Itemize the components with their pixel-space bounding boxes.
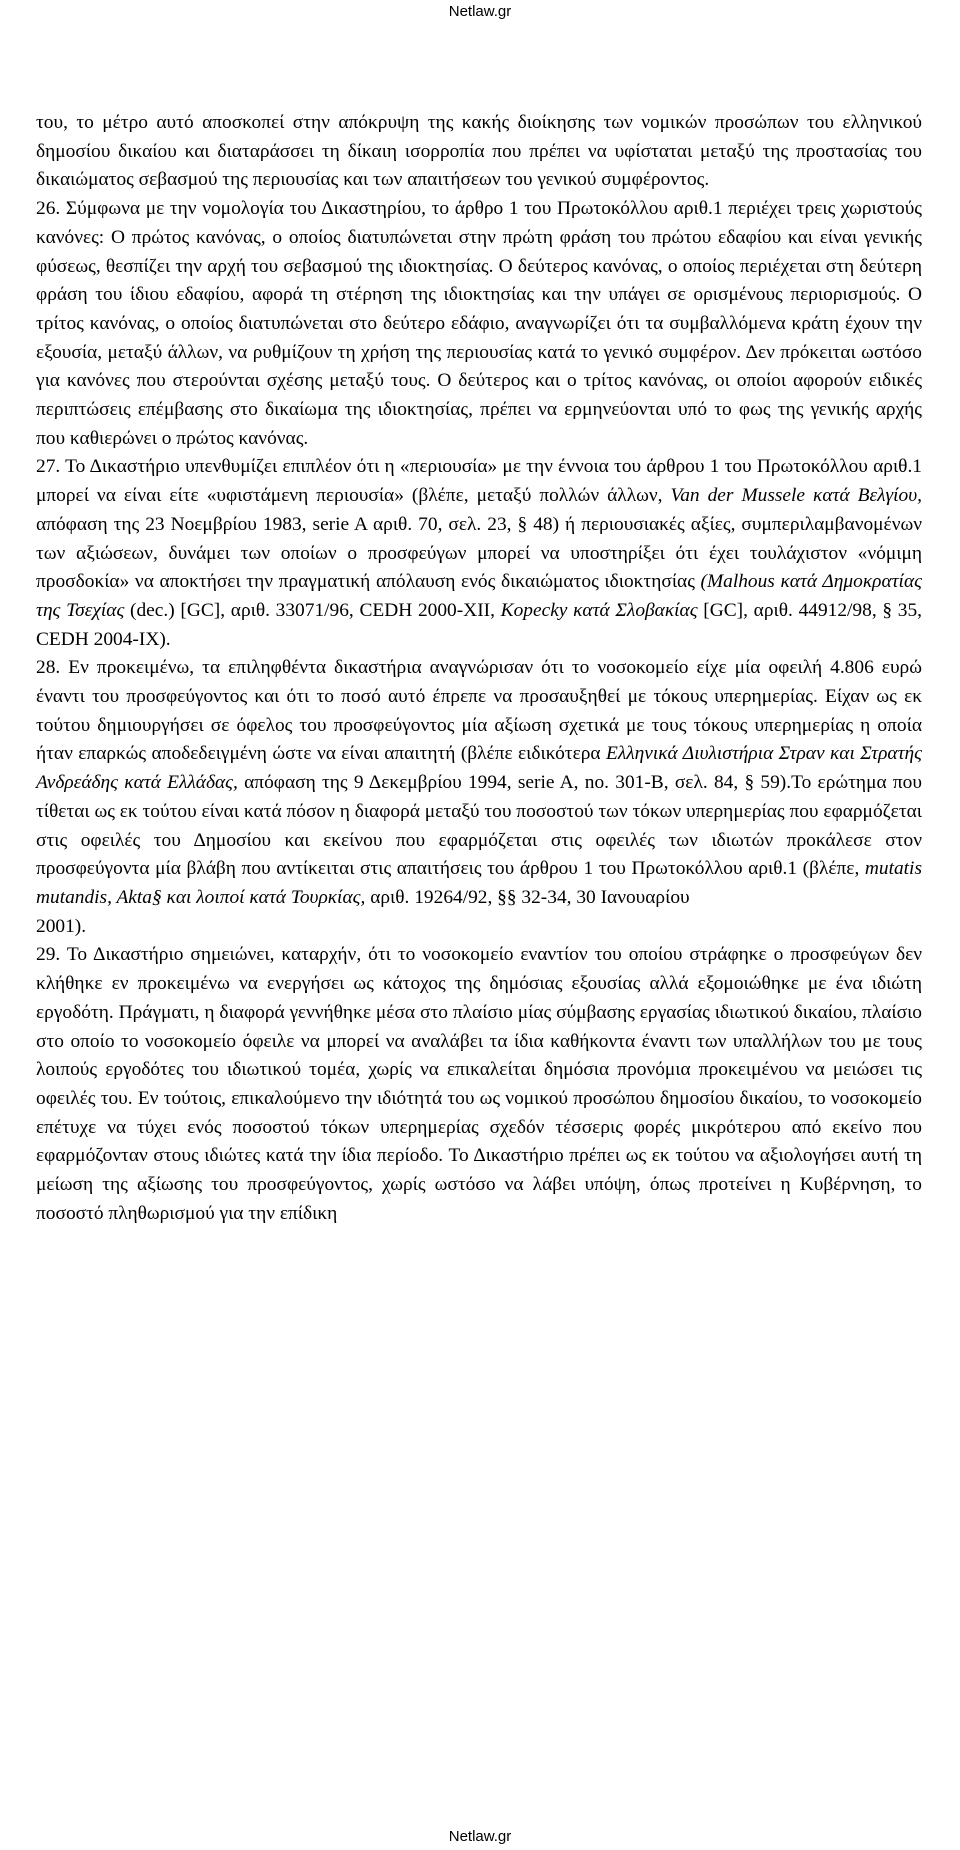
paragraph-29 <box>36 941 922 1228</box>
site-header-label: Netlaw.gr <box>448 3 512 20</box>
paragraph-text: (dec.) [GC], αριθ. 33071/96, CEDH 2000-XII, <box>124 599 501 621</box>
paragraph-27 <box>36 453 922 654</box>
document-body <box>36 109 922 1228</box>
paragraph-text: αριθ. 19264/92, §§ 32-34, 30 Ιανουαρίου <box>365 886 690 908</box>
paragraph-text: Εν προκειμένω, τα επιληφθέντα δικαστήρια αναγνώρισαν ότι το νοσοκομείο είχε μία οφειλή 4.806 ευρώ έναντι του προσφεύγοντος και ότι το ποσό αυτό έπρεπε να προσαυξηθεί με τόκους υπερημερίας. Είχαν ως εκ τούτου δημιουργήσει σε όφελος του προσφεύγοντος μία αξίωση σχετικά με τους τόκους υπερημερίας η οποία ήταν επαρκώς αποδεδειγμένη ώστε να είναι απαιτητή (βλέπε ειδικότερα <box>36 657 922 765</box>
paragraph-28 <box>36 654 922 941</box>
paragraph-number: 26. <box>36 198 61 220</box>
paragraph-26 <box>36 195 922 453</box>
case-citation: Kopecky κατά Σλοβακίας <box>500 599 698 621</box>
paragraph-text: Το Δικαστήριο υπενθυμίζει επιπλέον ότι η «περιουσία» με την έννοια του άρθρου 1 του Πρωτοκόλλου αριθ.1 μπορεί να είναι είτε «υφιστάμενη περιουσία» (βλέπε, μεταξύ πολλών άλλων, <box>36 456 922 507</box>
paragraph-text: απόφαση της 23 Νοεμβρίου 1983, serie A αριθ. 70, σελ. 23, § 48) ή περιουσιακές αξίες, συμπεριλαμβανομένων των αξιώσεων, δυνάμει των οποίων ο προσφεύγων μπορεί να υποστηρίξει ότι έχει τουλάχιστον «νόμιμη προσδοκία» να αποκτήσει την πραγματική απόλαυση ενός δικαιώματος ιδιοκτησίας <box>36 513 922 593</box>
site-footer-label: Netlaw.gr <box>448 1828 512 1845</box>
paragraph-text: Σύμφωνα με την νομολογία του Δικαστηρίου, το άρθρο 1 του Πρωτοκόλλου αριθ.1 περιέχει τρεις χωριστούς κανόνες: Ο πρώτος κανόνας, ο οποίος διατυπώνεται στην πρώτη φράση του πρώτου εδαφίου και είναι γενικής φύσεως, θεσπίζει την αρχή του σεβασμού της ιδιοκτησίας. Ο δεύτερος κανόνας, ο οποίος περιέχεται στη δεύτερη φράση του ίδιου εδαφίου, αφορά τη στέρηση της ιδιοκτησίας και την υπάγει σε ορισμένους περιορισμούς. Ο τρίτος κανόνας, ο οποίος διατυπώνεται στο δεύτερο εδάφιο, αναγνωρίζει ότι τα συμβαλλόμενα κράτη έχουν την εξουσία, μεταξύ άλλων, να ρυθμίζουν τη χρήση της περιουσίας κατά το γενικό συμφέρον. Δεν πρόκειται ωστόσο για κανόνες που στερούνται σχέσης μεταξύ τους. Ο δεύτερος και ο τρίτος κανόνας, οι οποίοι αφορούν ειδικές περιπτώσεις επέμβασης στο δικαίωμα της ιδιοκτησίας, πρέπει να ερμηνεύονται υπό το φως της γενικής αρχής που καθιερώνει ο πρώτος κανόνας. <box>36 198 922 449</box>
case-citation: (Malhous κατά Δημοκρατίας της Τσεχίας <box>36 571 922 621</box>
paragraph-text: 2001). <box>36 915 87 937</box>
paragraph-text: απόφαση της 9 Δεκεμβρίου 1994, serie A, no. 301-B, σελ. 84, § 59).Το ερώτημα που τίθεται ως εκ τούτου είναι κατά πόσον η διαφορά μεταξύ του ποσοστού των τόκων υπερημερίας που εφαρμόζεται στις οφειλές του Δημοσίου και εκείνου που εφαρμόζεται στις οφειλές των ιδιωτών προκάλεσε στον προσφεύγοντα μία βλάβη που αντίκειται στις απαιτήσεις του άρθρου 1 του Πρωτοκόλλου αριθ.1 (βλέπε, <box>36 772 922 880</box>
paragraph-number: 27. <box>36 456 61 478</box>
case-citation: mutatis mutandis, Akta§ και λοιποί κατά Τουρκίας, <box>36 858 922 908</box>
case-citation: Ελληνικά Διυλιστήρια Στραν και Στρατής Ανδρεάδης κατά Ελλάδας, <box>36 743 922 794</box>
paragraph-text: [GC], αριθ. 44912/98, § 35, CEDH 2004-IX). <box>36 599 922 650</box>
paragraph-text: Το Δικαστήριο σημειώνει, καταρχήν, ότι το νοσοκομείο εναντίον του οποίου στράφηκε ο προσφεύγων δεν κλήθηκε εν προκειμένω να ενεργήσει ως κάτοχος της δημόσιας εξουσίας αλλά εξομοιώθηκε με ένα ιδιώτη εργοδότη. Πράγματι, η διαφορά γεννήθηκε μέσα στο πλαίσιο μίας σύμβασης εργασίας ιδιωτικού δικαίου, πλαίσιο στο οποίο το νοσοκομείο όφειλε να μπορεί να αναλάβει τα ίδια καθήκοντα έναντι των υπαλλήλων του με τους λοιπούς εργοδότες του ιδιωτικού τομέα, χωρίς να επικαλείται δημόσια προνόμια προκειμένου να μειώσει τις οφειλές του. Εν τούτοις, επικαλούμενο την ιδιότητά του ως νομικού προσώπου δημοσίου δικαίου, το νοσοκομείο επέτυχε να τύχει ενός ποσοστού τόκων υπερημερίας σχεδόν τέσσερις φορές μικρότερου από εκείνο που εφαρμόζονταν στους ιδιώτες κατά την ίδια περίοδο. Το Δικαστήριο πρέπει ως εκ τούτου να αξιολογήσει αυτή τη μείωση της αξίωσης του προσφεύγοντος, χωρίς ωστόσο να λάβει υπόψη, όπως προτείνει η Κυβέρνηση, το ποσοστό πληθωρισμού για την επίδικη <box>36 944 922 1224</box>
paragraph-text: του, το μέτρο αυτό αποσκοπεί στην απόκρυψη της κακής διοίκησης των νομικών προσώπων του ελληνικού δημοσίου δικαίου και διαταράσσει τη δίκαιη ισορροπία που πρέπει να υφίσταται μεταξύ της προστασίας του δικαιώματος σεβασμού της περιουσίας και των απαιτήσεων του γενικού συμφέροντος. <box>36 112 922 191</box>
paragraph-number: 28. <box>36 657 61 679</box>
paragraph-number: 29. <box>36 944 61 966</box>
paragraph-25-continuation <box>36 109 922 195</box>
case-citation: Van der Mussele κατά Βελγίου, <box>670 485 922 507</box>
